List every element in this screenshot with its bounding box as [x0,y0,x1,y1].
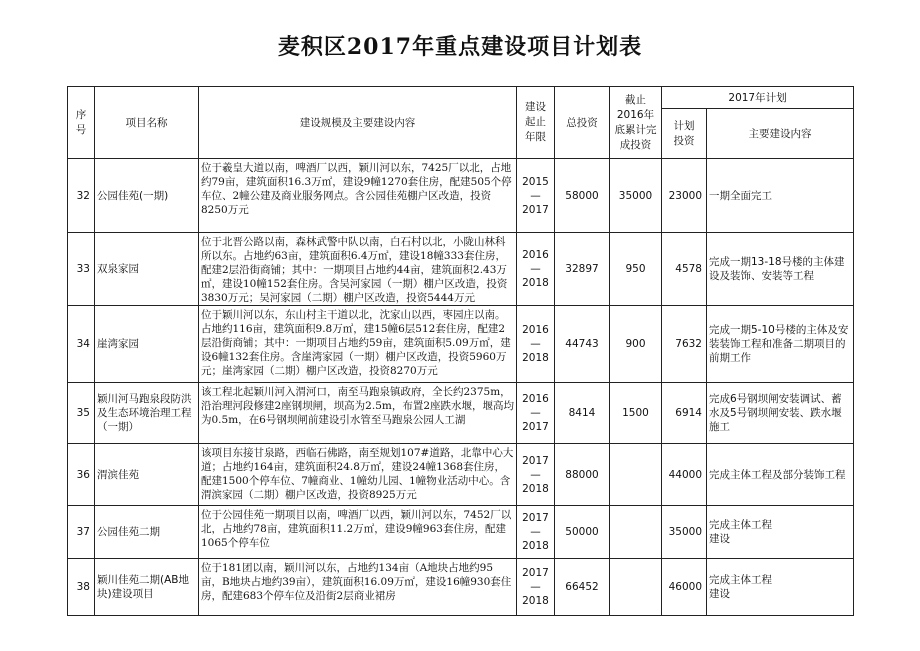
cell-plan-content: 完成一期13-18号楼的主体建设及装饰、安装等工程 [707,233,854,306]
cell-cumulative [610,559,662,616]
period-dash: — [530,468,541,481]
project-plan-table [67,86,854,616]
period-end: 2017 [522,421,549,433]
period-end: 2018 [522,482,549,495]
cell-period [517,306,555,383]
header-cumulative: 截止2016年底累计完成投资 [610,87,662,159]
header-name: 项目名称 [95,87,199,159]
cell-plan-content: 完成主体工程 建设 [707,506,854,559]
cell-cumulative: 950 [610,233,662,306]
cell-plan-content: 完成主体工程 建设 [707,559,854,616]
cell-period [517,506,555,559]
header-scale: 建设规模及主要建设内容 [199,87,517,159]
cell-plan-invest: 44000 [662,444,707,506]
cell-plan-content: 一期全面完工 [707,159,854,233]
period-dash: — [530,338,541,350]
cell-project-name: 渭滨佳苑 [95,444,199,506]
cell-total: 50000 [555,506,610,559]
cell-scale: 位于北晋公路以南，森林武警中队以南，白石村以北，小陇山林科所以东。占地约63亩，建筑面积6.4万㎡，建设18幢333套住房，配建2层沿街商铺；其中：一期项目占地约44亩，建筑面积2.43万㎡，建设10幢152套住房。含吴河家园（一期）棚户区改造，投资3830万元；吴河家园（二期）棚户区改造，投资5444万元 [199,233,517,306]
cell-plan-invest: 4578 [662,233,707,306]
table-row [68,383,854,444]
cell-seq: 37 [68,506,95,559]
cell-total: 58000 [555,159,610,233]
cell-plan-invest: 6914 [662,383,707,444]
cell-scale: 该工程北起颖川河入渭河口，南至马跑泉镇政府，全长约2375m，沿治理河段修建2座钢坝闸，坝高为2.5m，布置2座跌水堰，堰高均为0.5m，在6号钢坝闸前建设引水管至马跑泉公园人工湖 [199,383,517,444]
cell-total: 32897 [555,233,610,306]
period-start: 2017 [522,512,549,524]
header-plan-invest: 计划投资 [662,109,707,159]
period-end: 2018 [522,352,549,364]
cell-cumulative: 1500 [610,383,662,444]
cell-cumulative [610,506,662,559]
cell-total: 66452 [555,559,610,616]
cell-period [517,159,555,233]
cell-seq: 34 [68,306,95,383]
page-title: 麦积区2017年重点建设项目计划表 [277,34,643,60]
cell-plan-invest: 7632 [662,306,707,383]
table-body [68,159,854,616]
period-start: 2016 [522,324,549,336]
cell-plan-invest: 35000 [662,506,707,559]
cell-plan-invest: 46000 [662,559,707,616]
header-total: 总投资 [555,87,610,159]
period-start: 2017 [522,567,549,579]
period-end: 2017 [522,203,549,216]
cell-project-name: 公园佳苑二期 [95,506,199,559]
cell-project-name: 颖川佳苑二期(AB地块)建设项目 [95,559,199,616]
cell-period [517,233,555,306]
cell-project-name: 公园佳苑(一期) [95,159,199,233]
cell-total: 88000 [555,444,610,506]
cell-project-name: 双泉家园 [95,233,199,306]
cell-plan-invest: 23000 [662,159,707,233]
table-row [68,559,854,616]
header-period: 建设起止年限 [517,87,555,159]
period-dash: — [530,263,541,275]
cell-period [517,383,555,444]
cell-scale: 位于颖川河以东，东山村主干道以北，沈家山以西，枣园庄以南。占地约116亩，建筑面积9.8万㎡，建15幢6层512套住房，配建2层沿街商铺；其中：一期项目占地约59亩，建筑面积5.09万㎡，建设6幢132套住房。含崖湾家园（一期）棚户区改造，投资5960万元；崖湾家园（二期）棚户区改造，投资8270万元 [199,306,517,383]
cell-cumulative [610,444,662,506]
cell-scale: 位于公园佳苑一期项目以南，啤酒厂以西，颖川河以东，7452厂以北，占地约78亩，建筑面积11.2万㎡，建设9幢963套住房，配建1065个停车位 [199,506,517,559]
cell-total: 44743 [555,306,610,383]
cell-cumulative: 900 [610,306,662,383]
period-end: 2018 [522,277,549,289]
cell-scale: 位于羲皇大道以南，啤酒厂以西，颖川河以东，7425厂以北，占地约79亩，建筑面积16.3万㎡，建设9幢1270套住房，配建505个停车位、2幢公建及商业服务网点。含公园佳苑棚户区改造，投资8250万元 [199,159,517,233]
period-end: 2018 [522,540,549,552]
cell-plan-content: 完成主体工程及部分装饰工程 [707,444,854,506]
table-row [68,233,854,306]
cell-plan-content: 完成6号钢坝闸安装调试、蓄水及5号钢坝闸安装、跌水堰施工 [707,383,854,444]
cell-scale: 位于181团以南，颖川河以东，占地约134亩（A地块占地约95亩，B地块占地约39亩），建筑面积16.09万㎡，建设16幢930套住房，配建683个停车位及沿街2层商业裙房 [199,559,517,616]
header-plan-content: 主要建设内容 [707,109,854,159]
period-start: 2016 [522,393,549,405]
period-dash: — [530,407,541,419]
cell-seq: 35 [68,383,95,444]
table-header [68,87,854,159]
cell-total: 8414 [555,383,610,444]
period-dash: — [530,526,541,538]
cell-project-name: 颖川河马跑泉段防洪及生态环境治理工程（一期） [95,383,199,444]
table-row [68,506,854,559]
table-row [68,306,854,383]
cell-period [517,559,555,616]
table-row [68,444,854,506]
period-start: 2017 [522,454,549,467]
period-start: 2016 [522,249,549,261]
period-dash: — [530,581,541,593]
cell-seq: 32 [68,159,95,233]
cell-seq: 36 [68,444,95,506]
period-dash: — [530,189,541,202]
header-plan-group: 2017年计划 [662,87,854,109]
period-start: 2015 [522,175,549,188]
cell-seq: 38 [68,559,95,616]
table-row [68,159,854,233]
period-end: 2018 [522,595,549,607]
cell-cumulative: 35000 [610,159,662,233]
cell-seq: 33 [68,233,95,306]
cell-scale: 该项目东接甘泉路，西临石佛路，南至规划107#道路，北靠中心大道；占地约164亩，建筑面积24.8万㎡，建设24幢1368套住房，配建1500个停车位、7幢商业、1幢幼儿园、1幢物业活动中心。含渭滨家园（二期）棚户区改造，投资8925万元 [199,444,517,506]
cell-project-name: 崖湾家园 [95,306,199,383]
header-seq: 序号 [68,87,95,159]
cell-period [517,444,555,506]
cell-plan-content: 完成一期5-10号楼的主体及安装装饰工程和准备二期项目的前期工作 [707,306,854,383]
